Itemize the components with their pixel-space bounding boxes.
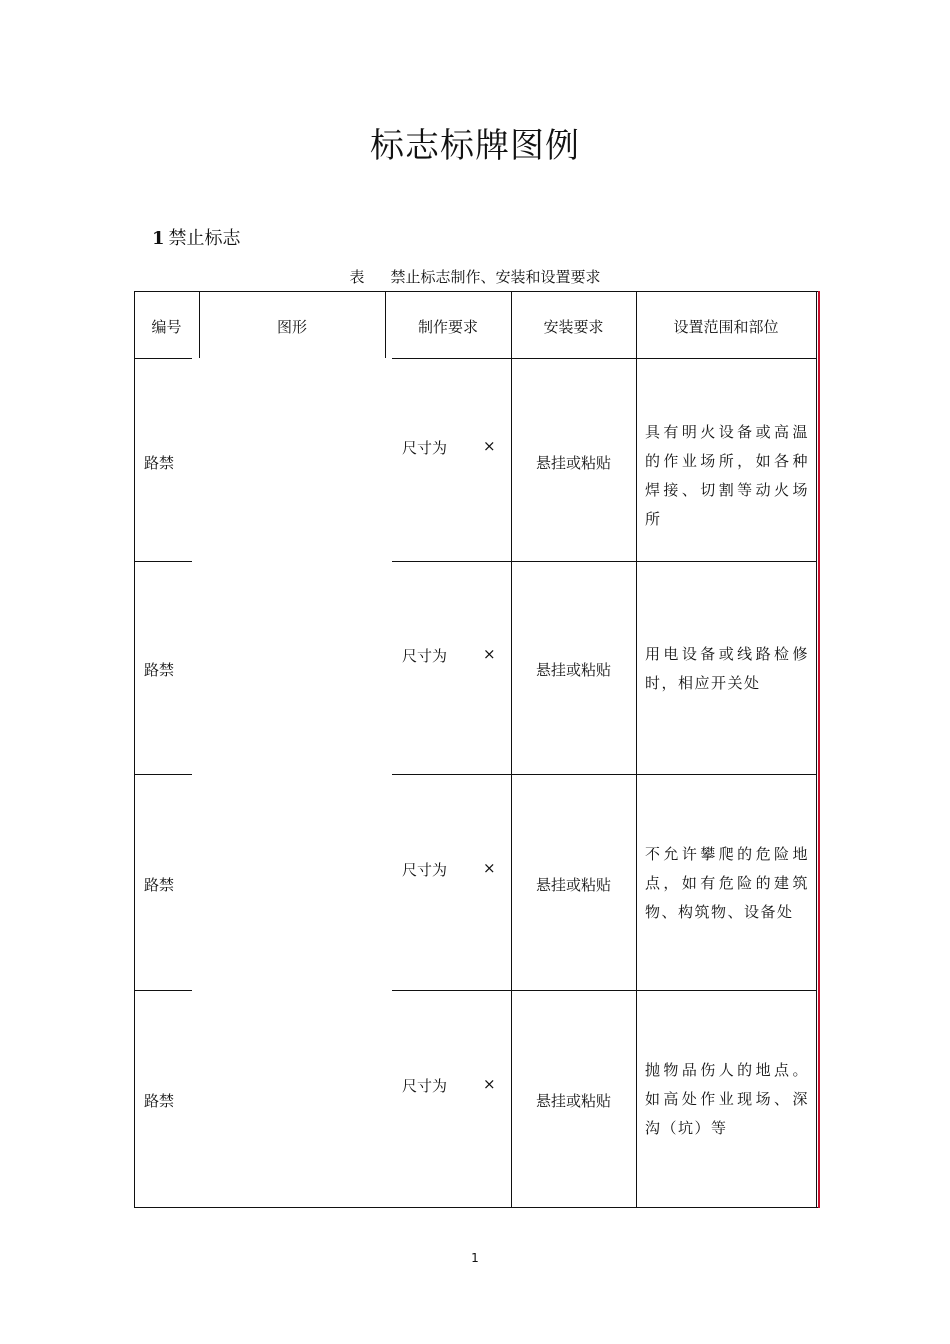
table-bottom-border [134,1207,818,1208]
row-scope: 抛物品伤人的地点。如高处作业现场、深沟（坑）等 [645,1061,809,1137]
row-size-label: 尺寸为 [402,647,448,665]
row-divider [134,990,192,991]
row-code: 路禁 [144,876,175,894]
section-label: 禁止标志 [168,228,241,249]
page-number: 1 [471,1251,479,1265]
row-divider-header [134,358,192,359]
row-size-sep: × [483,645,496,663]
header-scope: 设置范围和部位 [673,318,779,336]
row-code: 路禁 [144,661,175,679]
row-scope: 具有明火设备或高温的作业场所，如各种焊接、切割等动火场所 [645,423,809,528]
row-scope: 不允许攀爬的危险地点，如有危险的建筑物、构筑物、设备处 [645,845,809,921]
table-top-border [134,291,818,292]
table-right-border [816,291,817,1208]
col-divider-install [636,291,637,1208]
header-make: 制作要求 [417,318,478,336]
row-divider [392,990,817,991]
table-caption [0,266,950,287]
table-caption-text: 禁止标志制作、安装和设置要求 [390,268,601,286]
row-size-sep: × [483,437,496,455]
row-install: 悬挂或粘贴 [535,876,611,894]
row-divider [392,561,817,562]
row-divider [134,774,192,775]
header-code: 编号 [151,318,182,336]
row-size-label: 尺寸为 [402,1077,448,1095]
page-title: 标志标牌图例 [370,126,580,166]
row-install: 悬挂或粘贴 [535,1092,611,1110]
row-code: 路禁 [144,1092,175,1110]
table-left-border [134,291,135,1208]
row-size-sep: × [483,1075,496,1093]
header-figure: 图形 [276,318,307,336]
row-install: 悬挂或粘贴 [535,454,611,472]
col-divider-make [511,291,512,1208]
section-number: 1 [152,228,165,249]
table-right-accent [818,291,820,1208]
row-size-label: 尺寸为 [402,861,448,879]
row-size-sep: × [483,859,496,877]
row-divider [134,561,192,562]
header-install: 安装要求 [543,318,604,336]
row-divider-header [392,358,817,359]
row-install: 悬挂或粘贴 [535,661,611,679]
row-scope: 用电设备或线路检修时，相应开关处 [645,645,809,692]
table-caption-prefix: 表 [349,268,365,286]
row-code: 路禁 [144,454,175,472]
row-size-label: 尺寸为 [402,439,448,457]
section-heading [152,224,241,250]
row-divider [392,774,817,775]
